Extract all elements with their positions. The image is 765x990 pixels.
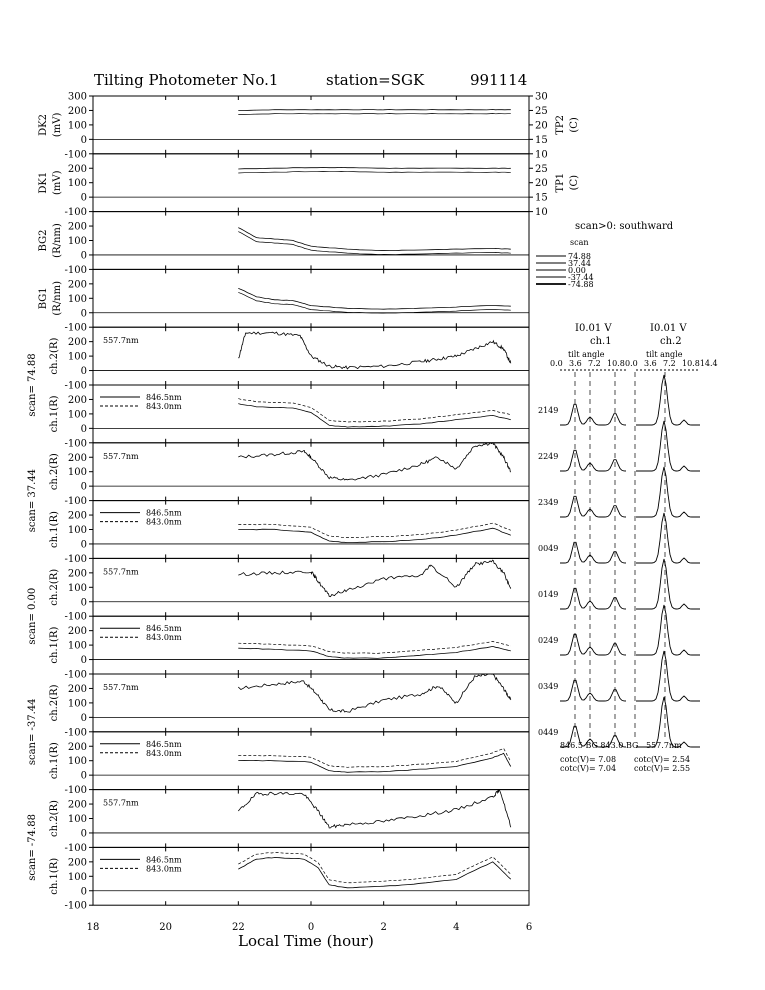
series-line xyxy=(238,110,511,111)
legend-dashed-label: 843.0nm xyxy=(146,633,182,643)
panel-frame xyxy=(93,212,529,270)
y-axis-label: ch.1(R) xyxy=(49,511,60,548)
inset-bottom-ch1: 846.5 BG 843.0 xyxy=(560,741,624,750)
y-tick-label: 100 xyxy=(67,293,87,305)
scan-legend-label: -37.44 xyxy=(568,273,594,282)
right-axis-label: TP2 xyxy=(555,115,566,135)
right-tick-label: 25 xyxy=(535,163,548,175)
ch2-spectrum xyxy=(636,651,700,701)
panel-frame xyxy=(93,443,529,501)
y-tick-label: 100 xyxy=(67,351,87,363)
y-tick-label: 200 xyxy=(67,163,87,175)
scan-legend-label: -74.88 xyxy=(568,280,594,289)
y-tick-label: 100 xyxy=(67,120,87,132)
y-tick-label: 0 xyxy=(80,655,87,667)
y-tick-label: 0 xyxy=(80,539,87,551)
series-line xyxy=(238,288,511,309)
y-tick-label: 100 xyxy=(67,871,87,883)
ch2-spectrum xyxy=(636,697,700,747)
y-tick-label: 100 xyxy=(67,467,87,479)
series-line xyxy=(238,228,511,251)
scan-label: scan= 74.88 xyxy=(27,353,38,417)
date-label: 991114 xyxy=(470,71,528,89)
scan-label: scan= -74.88 xyxy=(27,814,38,881)
ch1-tilt-tick: 0.0 xyxy=(550,359,563,368)
scan-legend xyxy=(536,252,594,289)
series-line xyxy=(238,674,511,712)
y-tick-label: -100 xyxy=(64,669,87,681)
y-axis-label: ch.2(R) xyxy=(49,337,60,375)
series-line xyxy=(238,443,511,480)
inset-time-label: 0249 xyxy=(538,636,559,645)
y-tick-label: 0 xyxy=(80,886,87,898)
y-axis-label: ch.1(R) xyxy=(49,857,60,895)
y-axis-label: BG2 xyxy=(38,229,49,252)
station-label: station=SGK xyxy=(326,71,425,89)
x-tick-label: 22 xyxy=(231,922,245,933)
legend-solid-label: 846.5nm xyxy=(146,739,182,749)
right-tick-label: 30 xyxy=(535,91,548,103)
series-line-secondary xyxy=(238,114,511,115)
ch1-spectrum xyxy=(560,542,626,563)
ch1-spectrum xyxy=(560,634,626,655)
y-tick-label: 0 xyxy=(80,828,87,840)
scan-note: scan>0: southward xyxy=(575,221,674,232)
chart-title: Tilting Photometer No.1 xyxy=(94,71,279,89)
legend-solid-label: 846.5nm xyxy=(146,624,182,634)
y-axis-label: BG1 xyxy=(38,287,49,310)
series-line-dashed xyxy=(238,641,511,653)
y-tick-label: 200 xyxy=(67,626,87,638)
inset-time-label: 0349 xyxy=(538,682,559,691)
scan-legend-title: scan xyxy=(570,238,589,247)
ch1-spectrum xyxy=(560,404,626,425)
cotc-ch2: cotc(V)= 2.54 xyxy=(634,755,691,764)
y-axis-label: (mV) xyxy=(52,112,63,138)
y-tick-label: -100 xyxy=(64,496,87,508)
panel-frame xyxy=(93,96,529,154)
panel-frame xyxy=(93,674,529,732)
y-tick-label: -100 xyxy=(64,207,87,219)
wavelength-legend: 557.7nm xyxy=(103,683,139,692)
y-tick-label: 200 xyxy=(67,510,87,522)
x-tick-label: 2 xyxy=(380,922,387,933)
y-tick-label: 200 xyxy=(67,394,87,406)
y-tick-label: 200 xyxy=(67,857,87,869)
y-tick-label: 300 xyxy=(67,91,87,103)
ch2-tilt-tick: 3.6 xyxy=(644,359,657,368)
y-axis-label: ch.1(R) xyxy=(49,395,60,433)
scan-label: scan= -37.44 xyxy=(27,698,38,766)
y-tick-label: 100 xyxy=(67,756,87,768)
series-layer xyxy=(238,110,511,888)
y-axis-label: ch.2(R) xyxy=(49,800,60,837)
series-line-dashed xyxy=(238,853,511,883)
inset-time-label: 2349 xyxy=(538,498,559,507)
y-tick-label: 200 xyxy=(67,799,87,811)
y-tick-label: 100 xyxy=(67,814,87,825)
right-tick-label: 10 xyxy=(535,149,548,161)
y-tick-label: 200 xyxy=(67,568,87,580)
x-tick-label: 0 xyxy=(307,922,315,933)
panel-stack xyxy=(27,92,580,912)
y-tick-label: 0 xyxy=(80,134,87,146)
y-tick-label: 100 xyxy=(67,178,87,190)
scan-legend-label: 37.44 xyxy=(568,259,591,268)
series-line-secondary xyxy=(238,171,511,173)
series-line xyxy=(238,560,511,597)
ch2-spectrum xyxy=(636,467,700,517)
right-tick-label: 15 xyxy=(535,134,548,146)
panel-frame xyxy=(93,558,529,616)
y-tick-label: 200 xyxy=(67,741,87,753)
y-axis-label: ch.2(R) xyxy=(49,684,60,722)
y-tick-label: -100 xyxy=(64,322,87,334)
y-tick-label: -100 xyxy=(64,438,87,450)
ch1-tilt-tick: 7.2 xyxy=(588,359,601,368)
y-tick-label: 200 xyxy=(67,683,87,695)
y-tick-label: -100 xyxy=(64,900,87,912)
inset-bottom-ch2: 557.7nm xyxy=(646,741,682,750)
cotc-ch1: cotc(V)= 7.04 xyxy=(560,764,617,773)
panel-frame xyxy=(93,154,529,212)
series-line-secondary xyxy=(238,232,511,255)
y-tick-label: -100 xyxy=(64,149,87,161)
series-line-dashed xyxy=(238,748,511,767)
wavelength-legend: 557.7nm xyxy=(103,336,139,346)
y-axis-label: (R/nm) xyxy=(52,280,63,316)
panel-frame xyxy=(93,269,529,327)
y-tick-label: 0 xyxy=(80,481,87,493)
right-tick-label: 25 xyxy=(535,105,548,117)
ch2-spectrum xyxy=(636,605,700,655)
y-tick-label: 200 xyxy=(67,279,87,291)
cotc-ch2: cotc(V)= 2.55 xyxy=(634,764,691,773)
wavelength-legend: 557.7nm xyxy=(103,451,139,461)
right-tick-label: 10 xyxy=(535,207,548,219)
y-axis-label: DK2 xyxy=(38,113,49,136)
y-tick-label: -100 xyxy=(64,611,87,623)
ch2-tilt-tick: 7.2 xyxy=(663,359,676,368)
right-axis-label: (C) xyxy=(569,174,580,191)
panel-frame xyxy=(93,790,529,848)
y-tick-label: 0 xyxy=(80,366,87,378)
x-tick-label: 4 xyxy=(453,922,460,933)
annotation-layer xyxy=(100,336,182,873)
ch2-tilt-label: tilt angle xyxy=(646,350,683,359)
ch1-spectrum xyxy=(560,450,626,471)
series-line-secondary xyxy=(238,292,511,313)
legend-solid-label: 846.5nm xyxy=(146,393,182,402)
series-line xyxy=(238,790,511,828)
y-tick-label: -100 xyxy=(64,842,87,854)
ch2-spectrum xyxy=(636,559,700,609)
series-line xyxy=(238,404,511,428)
y-tick-label: 200 xyxy=(67,221,87,233)
y-axis-label: (mV) xyxy=(52,170,63,195)
x-tick-label: 18 xyxy=(86,922,100,933)
scan-legend-label: 74.88 xyxy=(568,252,591,261)
ch1-spectrum xyxy=(560,496,626,517)
ch1-spectrum xyxy=(560,680,626,701)
right-axis-label: (C) xyxy=(569,117,580,133)
ch2-name: ch.2 xyxy=(660,336,682,347)
y-tick-label: 100 xyxy=(67,698,87,710)
legend-dashed-label: 843.0nm xyxy=(146,402,182,411)
inset-time-label: 0149 xyxy=(538,590,559,599)
inset-time-label: 2249 xyxy=(538,452,559,461)
y-axis-label: DK1 xyxy=(38,171,49,194)
cotc-ch1: cotc(V)= 7.08 xyxy=(560,755,617,764)
right-tick-label: 20 xyxy=(535,178,548,190)
y-axis-label: ch.1(R) xyxy=(49,742,60,780)
y-tick-label: 0 xyxy=(80,423,87,435)
series-line xyxy=(238,332,511,369)
series-line xyxy=(238,167,511,169)
inset-time-label: 0049 xyxy=(538,544,559,553)
legend-dashed-label: 843.0nm xyxy=(146,864,182,874)
ch2-scale-label: I0.01 V xyxy=(650,323,687,334)
ch1-tilt-tick: 3.6 xyxy=(569,359,582,368)
series-line xyxy=(238,858,511,888)
series-line-dashed xyxy=(238,523,511,537)
ch2-tilt-tick: 0.0 xyxy=(625,359,638,368)
scan-legend-label: 0.00 xyxy=(568,266,586,275)
legend-solid-label: 846.5nm xyxy=(146,508,182,518)
legend-dashed-label: 843.0nm xyxy=(146,517,182,527)
y-tick-label: -100 xyxy=(64,727,87,739)
y-tick-label: 0 xyxy=(80,192,87,204)
ch1-tilt-tick: 10.8 xyxy=(607,359,625,368)
y-tick-label: 100 xyxy=(67,409,87,421)
y-tick-label: 0 xyxy=(80,250,87,262)
inset-time-label: 0449 xyxy=(538,728,559,737)
y-tick-label: 100 xyxy=(67,525,87,536)
y-axis-label: ch.2(R) xyxy=(49,453,60,491)
legend-dashed-label: 843.0nm xyxy=(146,748,182,758)
ch2-tilt-tick: 10.814.4 xyxy=(682,359,718,368)
scan-label: scan= 0.00 xyxy=(27,587,38,645)
y-tick-label: -100 xyxy=(64,553,87,565)
x-axis-label: Local Time (hour) xyxy=(238,932,374,950)
y-tick-label: 200 xyxy=(67,337,87,349)
y-tick-label: 200 xyxy=(67,105,87,117)
y-tick-label: 0 xyxy=(80,597,87,609)
x-tick-label: 20 xyxy=(159,922,173,933)
y-tick-label: 100 xyxy=(67,640,87,652)
y-axis-label: ch.1(R) xyxy=(49,626,60,664)
panel-frame xyxy=(93,327,529,385)
ch2-spectrum xyxy=(636,513,700,563)
wavelength-legend: 557.7nm xyxy=(103,567,139,577)
ch2-spectrum xyxy=(636,375,700,425)
ch1-scale-label: I0.01 V xyxy=(575,323,612,334)
y-tick-label: 100 xyxy=(67,582,87,594)
y-tick-label: 100 xyxy=(67,236,87,247)
series-line xyxy=(238,528,511,542)
y-axis-label: ch.2(R) xyxy=(49,568,60,606)
y-tick-label: -100 xyxy=(64,785,87,797)
inset-bottom-bg: BG xyxy=(626,741,639,750)
right-tick-label: 15 xyxy=(535,192,548,204)
y-axis-label: (R/nm) xyxy=(52,223,63,258)
y-tick-label: 0 xyxy=(80,770,87,782)
inset-time-label: 2149 xyxy=(538,406,559,415)
legend-solid-label: 846.5nm xyxy=(146,855,182,865)
ch2-spectrum xyxy=(636,421,700,471)
ch1-tilt-label: tilt angle xyxy=(568,350,605,359)
y-tick-label: -100 xyxy=(64,264,87,276)
y-tick-label: -100 xyxy=(64,380,87,392)
spectrum-inset xyxy=(538,323,718,773)
scan-label: scan= 37.44 xyxy=(27,468,38,533)
y-tick-label: 0 xyxy=(80,308,87,320)
right-tick-label: 20 xyxy=(535,120,548,132)
wavelength-legend: 557.7nm xyxy=(103,798,139,808)
y-tick-label: 200 xyxy=(67,452,87,464)
right-axis-label: TP1 xyxy=(555,172,566,193)
ch1-name: ch.1 xyxy=(590,336,612,347)
ch1-spectrum xyxy=(560,588,626,609)
x-tick-label: 6 xyxy=(525,922,533,933)
y-tick-label: 0 xyxy=(80,712,87,724)
series-line xyxy=(238,646,511,658)
